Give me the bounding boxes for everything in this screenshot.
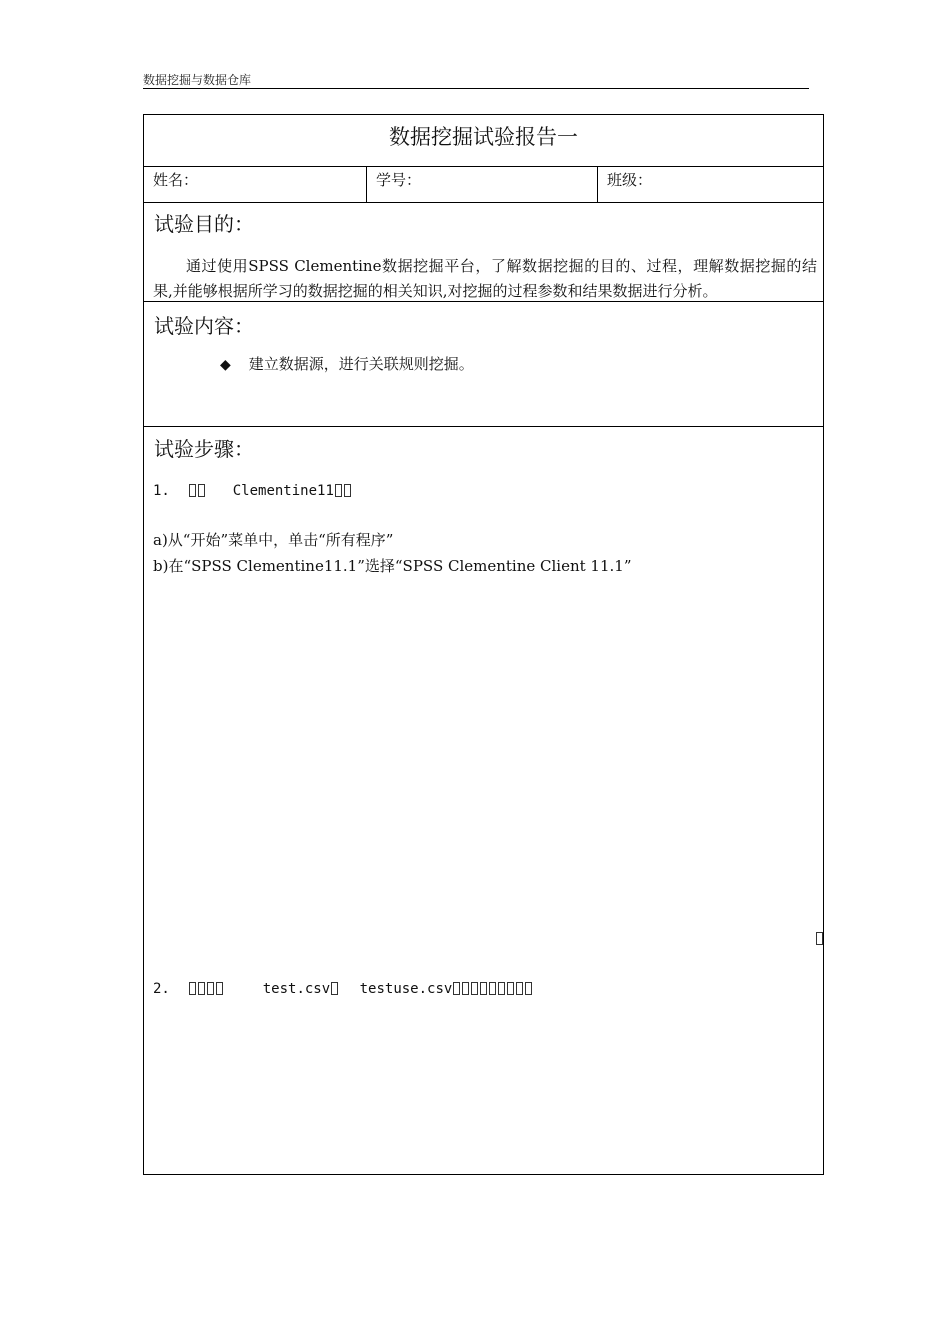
missing-glyph-icon [334, 483, 352, 499]
content-heading: 试验内容： [154, 314, 254, 338]
step-1-sub-b: b)在“SPSS Clementine11.1”选择“SPSS Clementine Client 11.1” [153, 557, 632, 575]
step-2-file-testuse: testuse.csv [359, 981, 453, 997]
steps-heading: 试验步骤： [154, 437, 254, 461]
student-id-cell: 学号： [367, 166, 598, 202]
student-info-row [144, 166, 823, 203]
step-1 [153, 479, 352, 503]
content-bullet-item [220, 352, 474, 377]
step-1-name: Clementine11 [232, 483, 334, 499]
page-header: 数据挖掘与数据仓库 [143, 72, 809, 89]
step-2-file-test: test.csv [262, 981, 331, 997]
name-cell: 姓名： [144, 166, 367, 202]
step-1-sub-a: a)从“开始”菜单中，单击“所有程序” [153, 531, 394, 549]
step-1-number: 1. [153, 483, 170, 499]
step-2-number: 2. [153, 981, 170, 997]
class-cell: 班级： [607, 171, 653, 189]
purpose-heading: 试验目的： [154, 212, 254, 236]
report-title: 数据挖掘试验报告一 [144, 115, 823, 167]
purpose-text: 通过使用SPSS Clementine数据挖掘平台，了解数据挖掘的目的、过程，理解数据挖掘的结果,并能够根据所学习的数据挖掘的相关知识,对挖掘的过程参数和结果数据进行分析。 [153, 257, 817, 300]
missing-glyph-icon [188, 981, 224, 997]
missing-glyph-icon [188, 483, 206, 499]
missing-glyph-icon [452, 981, 533, 997]
steps-section [144, 427, 823, 1174]
content-section [144, 302, 823, 427]
step-2 [153, 977, 533, 1001]
content-bullet-text: 建立数据源，进行关联规则挖掘。 [248, 355, 474, 373]
missing-glyph-icon [816, 932, 823, 945]
missing-glyph-icon [330, 981, 339, 997]
diamond-bullet-icon: ◆ [220, 357, 231, 373]
report-table [143, 114, 824, 1175]
purpose-section [144, 202, 823, 302]
